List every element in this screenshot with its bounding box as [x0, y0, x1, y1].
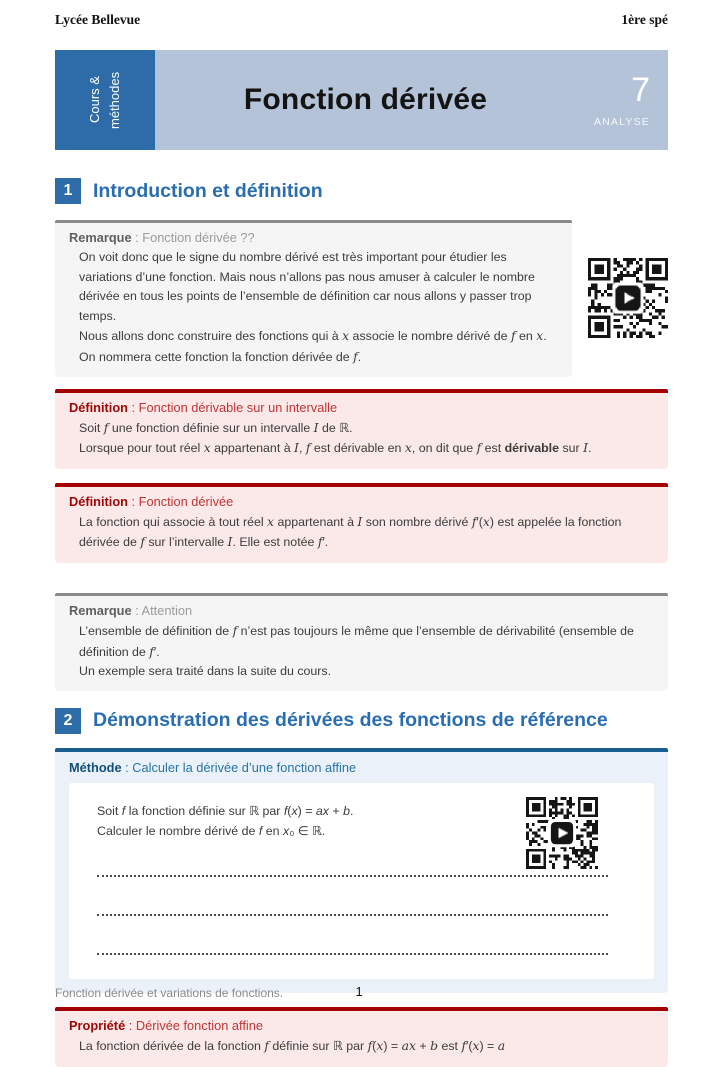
definition-box-2-title — [69, 494, 654, 509]
remark-subtitle: : Attention — [131, 602, 193, 618]
section-heading-2 — [55, 708, 668, 734]
remark-box-2 — [55, 593, 668, 691]
line: La fonction dérivée de la fonction f définie sur ℝ par f(x) = ax + b est f′(x) = a — [79, 1037, 506, 1053]
chapter-banner — [55, 50, 668, 150]
line: Un exemple sera traité dans la suite du cours. — [79, 664, 332, 679]
section-number-1: 1 — [55, 178, 81, 204]
school-name: Lycée Bellevue — [55, 12, 141, 27]
grade-label: 1ère spé — [621, 12, 668, 27]
method-label: Méthode — [69, 759, 122, 775]
remark-box-1 — [55, 220, 572, 377]
definition-box-1-body — [69, 418, 654, 459]
footer-title: Fonction dérivée et variations de fonctions. — [55, 986, 284, 1000]
remark-label: Remarque — [69, 230, 132, 245]
line: Soit f la fonction définie sur ℝ par f(x) = ax + b. — [97, 803, 354, 818]
method-card — [69, 783, 654, 979]
paragraph: On voit donc que le signe du nombre dérivé est très important pour étudier les variations d’une fonction. Mais nous n’allons pas nous amuser à calculer le nombre dérivée en tous les points de l’ensemble de définition car nous allons y passer trop temps. — [79, 250, 535, 323]
line: La fonction qui associe à tout réel x appartenant à I son nombre dérivé f′(x) est appelée la fonction dérivée de f sur l’intervalle I. Elle est notée f′. — [79, 513, 622, 550]
definition-box-2 — [55, 483, 668, 563]
answer-area — [97, 875, 614, 955]
method-statement — [97, 801, 427, 841]
method-box-title — [69, 760, 654, 775]
paragraph: Nous allons donc construire des fonctions qui à x associe le nombre dérivé de f en x. — [79, 328, 547, 344]
line: L’ensemble de définition de f n’est pas toujours le même que l’ensemble de dérivabilité (ensemble de définition de f′. — [79, 622, 634, 659]
banner-side-tab — [55, 50, 155, 150]
page-number: 1 — [355, 984, 363, 999]
method-subtitle: : Calculer la dérivée d’une fonction affine — [121, 759, 357, 775]
page-footer — [55, 984, 668, 1002]
line: Lorsque pour tout réel x appartenant à I, f est dérivable en x, on dit que f est dérivable sur I. — [79, 440, 592, 456]
banner-side-line2: & méthodes — [86, 71, 122, 129]
property-label: Propriété — [69, 1017, 126, 1033]
section-number-2: 2 — [55, 708, 81, 734]
chapter-category: ANALYSE — [593, 115, 650, 128]
remark-label: Remarque — [69, 602, 132, 618]
qr-wrap — [586, 258, 668, 338]
answer-line — [97, 953, 608, 955]
answer-line — [97, 875, 608, 877]
section-heading-1 — [55, 178, 668, 204]
definition-box-2-body — [69, 512, 654, 553]
definition-box-1 — [55, 389, 668, 469]
banner-center — [155, 50, 576, 150]
property-box — [55, 1007, 668, 1067]
banner-right — [576, 50, 668, 150]
method-box — [55, 748, 668, 993]
remark-box-2-title — [69, 603, 654, 618]
definition-label: Définition — [69, 399, 128, 415]
remark-box-1-body — [69, 248, 558, 368]
remark-box-1-title — [69, 230, 558, 245]
paragraph: On nommera cette fonction la fonction dérivée de f. — [79, 348, 362, 364]
qr-code-youtube-icon — [588, 258, 668, 338]
chapter-title: Fonction dérivée — [243, 83, 488, 116]
property-box-title — [69, 1018, 654, 1033]
banner-side-line1: Cours — [86, 88, 102, 124]
section-title-2: Démonstration des dérivées des fonctions de référence — [93, 709, 608, 732]
definition-box-1-title — [69, 400, 654, 415]
chapter-number: 7 — [631, 71, 650, 110]
line: Calculer le nombre dérivé de f en x₀ ∈ ℝ. — [97, 823, 326, 838]
definition-subtitle: : Fonction dérivée — [128, 493, 234, 509]
page-header — [55, 12, 668, 28]
definition-label: Définition — [69, 493, 128, 509]
definition-subtitle: : Fonction dérivable sur un intervalle — [128, 399, 338, 415]
line: Soit f une fonction définie sur un intervalle I de ℝ. — [79, 419, 353, 435]
remark-row — [55, 220, 668, 377]
property-box-body — [69, 1036, 654, 1057]
remark-box-2-body — [69, 621, 654, 682]
banner-side-label — [85, 50, 125, 150]
property-subtitle: : Dérivée fonction affine — [125, 1017, 263, 1033]
remark-subtitle: : Fonction dérivée ?? — [131, 230, 255, 245]
section-title-1: Introduction et définition — [93, 179, 323, 202]
answer-line — [97, 914, 608, 916]
qr-code-youtube-icon — [526, 797, 598, 869]
